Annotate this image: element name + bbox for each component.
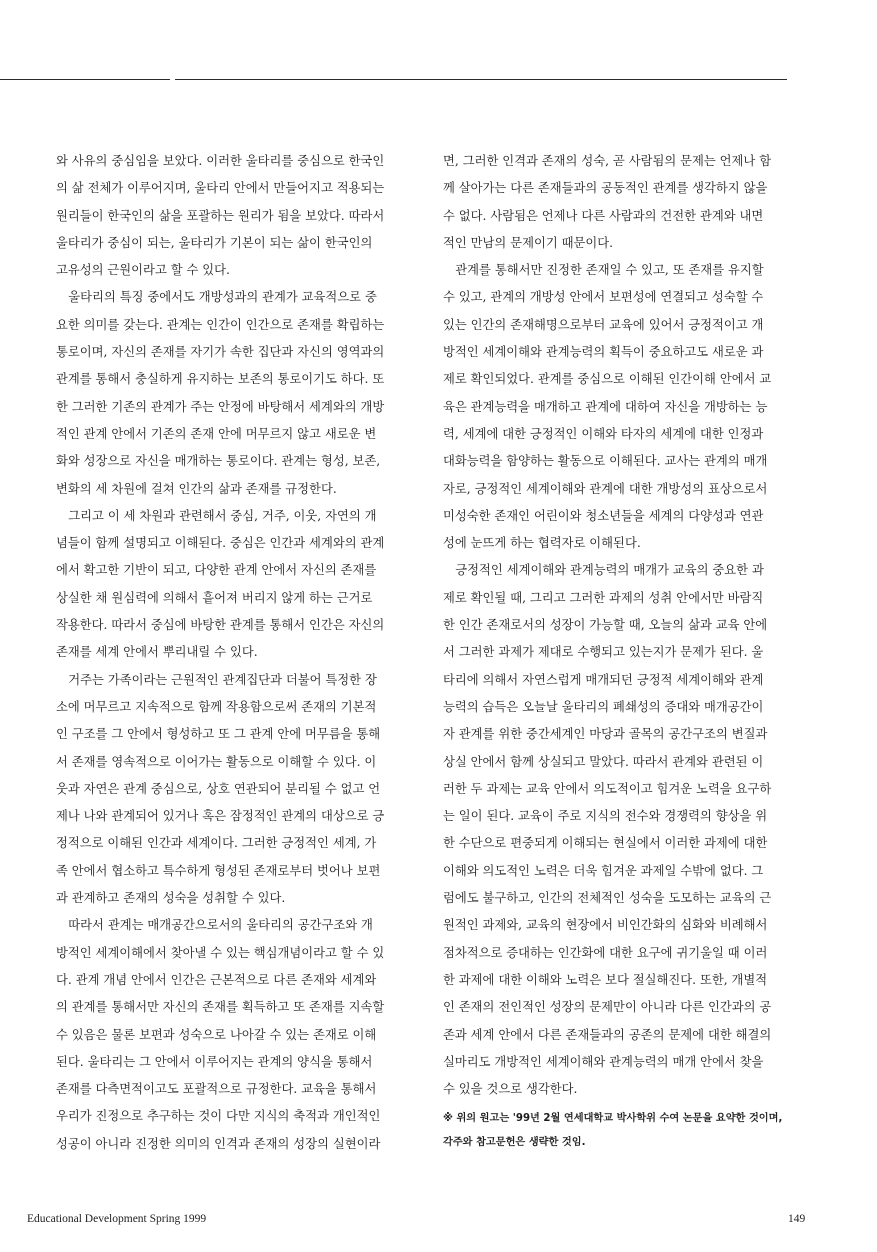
page-number: 149 (788, 1213, 806, 1225)
paragraph: 와 사유의 중심임을 보았다. 이러한 울타리를 중심으로 한국인 의 삶 전체가 이루어지며, 울타리 안에서 만들어지고 적용되는 원리들이 한국인의 삶을 포괄하는 원리가 됨을 보았다. 따라서 울타리가 중심이 되는, 울타리가 기본이 되는 삶이 한국인의 고유성의 근원이라고 할 수 있다. (56, 154, 385, 278)
paragraph: 거주는 가족이라는 근원적인 관계집단과 더불어 특정한 장 소에 머무르고 지속적으로 함께 작용함으로써 존재의 기본적 인 구조를 그 안에서 형성하고 또 그 관계 안에 머무름을 통해 서 존재를 영속적으로 이어가는 활동으로 이해할 수 있다. 이 웃과 자연은 관계 중심으로, 상호 연관되어 분리될 수 없고 언 제나 나와 관계되어 있거나 혹은 잠정적인 관계의 대상으로 긍 정적으로 이해된 인간과 세계이다. 그러한 긍정적인 세계, 가 족 안에서 협소하고 특수하게 형성된 존재로부터 벗어나 보편 과 관계하고 존재의 성숙을 성취할 수 있다. (56, 672, 385, 906)
header-rule-left (0, 79, 170, 80)
paragraph: 면, 그러한 인격과 존재의 성숙, 곧 사람됨의 문제는 언제나 함 께 살아가는 다른 존재들과의 공동적인 관계를 생각하지 않을 수 없다. 사람됨은 언제나 다른 사람과의 건전한 관계와 내면 적인 만남의 문제이기 때문이다. (443, 154, 772, 250)
paragraph: 긍정적인 세계이해와 관계능력의 매개가 교육의 중요한 과 제로 확인될 때, 그리고 그러한 과제의 성취 안에서만 바람직 한 인간 존재로서의 성장이 가능할 때, 오늘의 삶과 교육 안에 서 그러한 과제가 제대로 수행되고 있는지가 문제가 된다. 울 타리에 의해서 자연스럽게 매개되던 긍정적 세계이해와 관계 능력의 습득은 오늘날 울타리의 폐쇄성의 증대와 매개공간이 자 관계를 위한 중간세계인 마당과 골목의 공간구조의 변질과 상실 안에서 함께 상실되고 말았다. 따라서 관계와 관련된 이 러한 두 과제는 교육 안에서 의도적이고 힘겨운 노력을 요구하 는 일이 된다. 교육이 주로 지식의 전수와 경쟁력의 향상을 위 한 수단으로 편중되게 이해되는 현실에서 이러한 과제에 대한 이해와 의도적인 노력은 더욱 힘겨운 과제일 수밖에 없다. 그 럼에도 불구하고, 인간의 전체적인 성숙을 도모하는 교육의 근 원적인 과제와, 교육의 현장에서 비인간화의 심화와 비례해서 점차적으로 증대하는 인간화에 대한 요구에 귀기울일 때 이러 한 과제에 대한 이해와 노력은 보다 절실해진다. 또한, 개별적 인 존재의 전인적인 성장의 문제만이 아니라 다른 인간과의 공 존과 세계 안에서 다른 존재들과의 공존의 문제에 대한 해결의 실마리도 개방적인 세계이해와 관계능력의 매개 안에서 찾을 수 있을 것으로 생각한다. (443, 563, 772, 1097)
right-column (443, 148, 791, 1155)
left-column (56, 148, 404, 1158)
paragraph: 따라서 관계는 매개공간으로서의 울타리의 공간구조와 개 방적인 세계이해에서 찾아낼 수 있는 핵심개념이라고 할 수 있 다. 관계 개념 안에서 인간은 근본적으로 다른 존재와 세계와 의 관계를 통해서만 자신의 존재를 획득하고 또 존재를 지속할 수 있음은 물론 보편과 성숙으로 나아갈 수 있는 존재로 이해 된다. 울타리는 그 안에서 이루어지는 관계의 양식을 통해서 존재를 다측면적이고도 포괄적으로 규정한다. 교육을 통해서 우리가 진정으로 추구하는 것이 다만 지식의 축적과 개인적인 성공이 아니라 진정한 의미의 인격과 존재의 성장의 실현이라 (56, 918, 385, 1151)
paragraph: 울타리의 특징 중에서도 개방성과의 관계가 교육적으로 중 요한 의미를 갖는다. 관계는 인간이 인간으로 존재를 확립하는 통로이며, 자신의 존재를 자기가 속한 집단과 자신의 영역과의 관계를 통해서 충실하게 유지하는 보존의 통로이기도 하다. 또 한 그러한 기존의 관계가 주는 안정에 바탕해서 세계와의 개방 적인 관계 안에서 기존의 존재 안에 머무르지 않고 새로운 변 화와 성장으로 자신을 매개하는 통로이다. 관계는 형성, 보존, 변화의 세 차원에 걸쳐 인간의 삶과 존재를 규정한다. (56, 290, 385, 496)
footnote: ※ 위의 원고는 '99년 2월 연세대학교 박사학위 수여 논문을 요약한 것이며, 각주와 참고문헌은 생략한 것임. (443, 1113, 783, 1149)
paragraph: 그리고 이 세 차원과 관련해서 중심, 거주, 이웃, 자연의 개 념들이 함께 설명되고 이해된다. 중심은 인간과 세계와의 관계 에서 확고한 기반이 되고, 다양한 관계 안에서 자신의 존재를 상실한 채 원심력에 의해서 흩어져 버리지 않게 하는 근거로 작용한다. 따라서 중심에 바탕한 관계를 통해서 인간은 자신의 존재를 세계 안에서 뿌리내릴 수 있다. (56, 508, 385, 660)
paragraph: 관계를 통해서만 진정한 존재일 수 있고, 또 존재를 유지할 수 있고, 관계의 개방성 안에서 보편성에 연결되고 성숙할 수 있는 인간의 존재해명으로부터 교육에 있어서 긍정적이고 개 방적인 세계이해와 관계능력의 획득이 중요하고도 새로운 과 제로 확인되었다. 관계를 중심으로 이해된 인간이해 안에서 교 육은 관계능력을 매개하고 관계에 대하여 자신을 개방하는 능 력, 세계에 대한 긍정적인 이해와 타자의 세계에 대한 인정과 대화능력을 함양하는 활동으로 이해된다. 교사는 관계의 매개 자로, 긍정적인 세계이해와 관계에 대한 개방성의 표상으로서 미성숙한 존재인 어린이와 청소년들을 세계의 다양성과 연관 성에 눈뜨게 하는 협력자로 이해된다. (443, 263, 772, 551)
header-rule-right (175, 79, 787, 80)
footer-journal-title: Educational Development Spring 1999 (27, 1213, 207, 1225)
